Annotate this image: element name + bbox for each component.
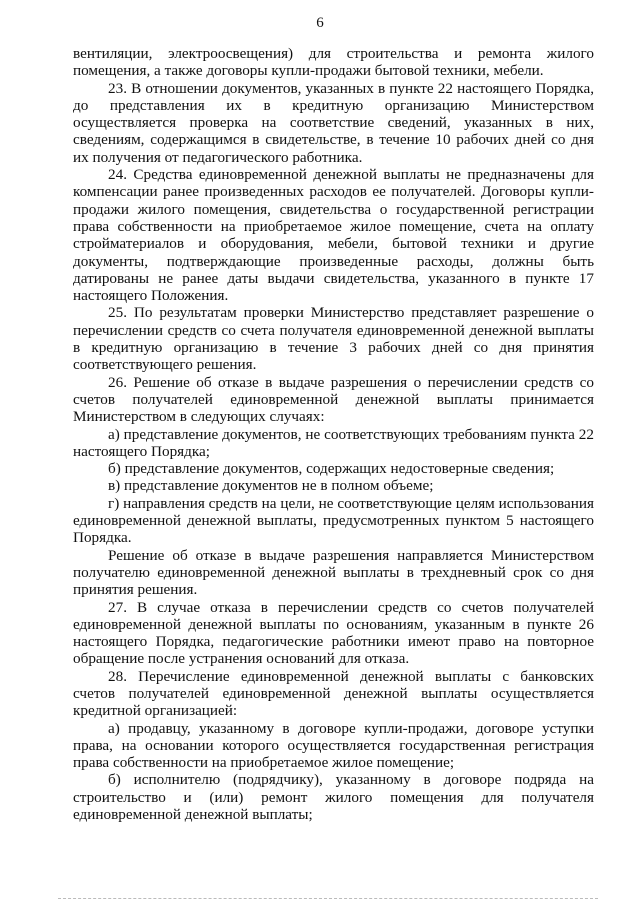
paragraph-26-item-b: б) представление документов, содержащих недостоверные сведения; (108, 460, 555, 478)
paragraph-23: 23. В отношении документов, указанных в пункте 22 настоящего Порядка, до представления их в кредитную организацию Министерством осуществляется проверка на соответствие сведений, указанных в них, сведениям, содержащимся в свидетельстве, в течение 10 рабочих дней со дня их получения от педагогического работника. (73, 79, 594, 166)
page-bottom-divider (58, 898, 598, 899)
document-body (73, 45, 594, 823)
paragraph-27: 27. В случае отказа в перечислении средств со счетов получателей единовременной денежной выплаты по основаниям, указанным в пункте 26 настоящего Порядка, педагогические работники имеют право на повторное обращение после устранения оснований для отказа. (73, 598, 594, 668)
paragraph-26-item-g: г) направления средств на цели, не соответствующие целям использования единовременной денежной выплаты, предусмотренных пунктом 5 настоящего Порядка. (73, 494, 594, 547)
paragraph-26-item-a: а) представление документов, не соответствующих требованиям пункта 22 настоящего Порядка; (73, 425, 594, 460)
paragraph-28-item-b: б) исполнителю (подрядчику), указанному в договоре подряда на строительство и (или) ремонт жилого помещения для получателя единовременной денежной выплаты; (73, 771, 594, 824)
paragraph-25: 25. По результатам проверки Министерство представляет разрешение о перечислении средств со счета получателя единовременной денежной выплаты в кредитную организацию в течение 3 рабочих дней со дня принятия соответствующего решения. (73, 304, 594, 374)
paragraph-26-item-v: в) представление документов не в полном объеме; (108, 477, 434, 495)
page-number: 6 (316, 15, 324, 31)
paragraph-28: 28. Перечисление единовременной денежной выплаты с банковских счетов получателей единовременной денежной выплаты осуществляется кредитной организацией: (73, 667, 594, 720)
paragraph-continuation: вентиляции, электроосвещения) для строительства и ремонта жилого помещения, а также договоры купли-продажи бытовой техники, мебели. (73, 45, 594, 80)
paragraph-26: 26. Решение об отказе в выдаче разрешения о перечислении средств со счетов получателей единовременной денежной выплаты принимается Министерством в следующих случаях: (73, 373, 594, 426)
paragraph-28-item-a: а) продавцу, указанному в договоре купли-продажи, договоре уступки права, на основании которого осуществляется государственная регистрация права собственности на приобретаемое жилое помещение; (73, 719, 594, 772)
paragraph-26-decision: Решение об отказе в выдаче разрешения направляется Министерством получателю единовременной денежной выплаты в трехдневный срок со дня принятия решения. (73, 546, 594, 599)
paragraph-24: 24. Средства единовременной денежной выплаты не предназначены для компенсации ранее произведенных расходов ее получателей. Договоры купли-продажи жилого помещения, свидетельства о государственной регистрации права собственности на приобретаемое жилое помещение, счета на оплату стройматериалов и оборудования, мебели, бытовой техники и другие документы, подтверждающие произведенные расходы, должны быть датированы не ранее даты выдачи свидетельства, указанного в пункте 17 настоящего Положения. (73, 166, 594, 305)
